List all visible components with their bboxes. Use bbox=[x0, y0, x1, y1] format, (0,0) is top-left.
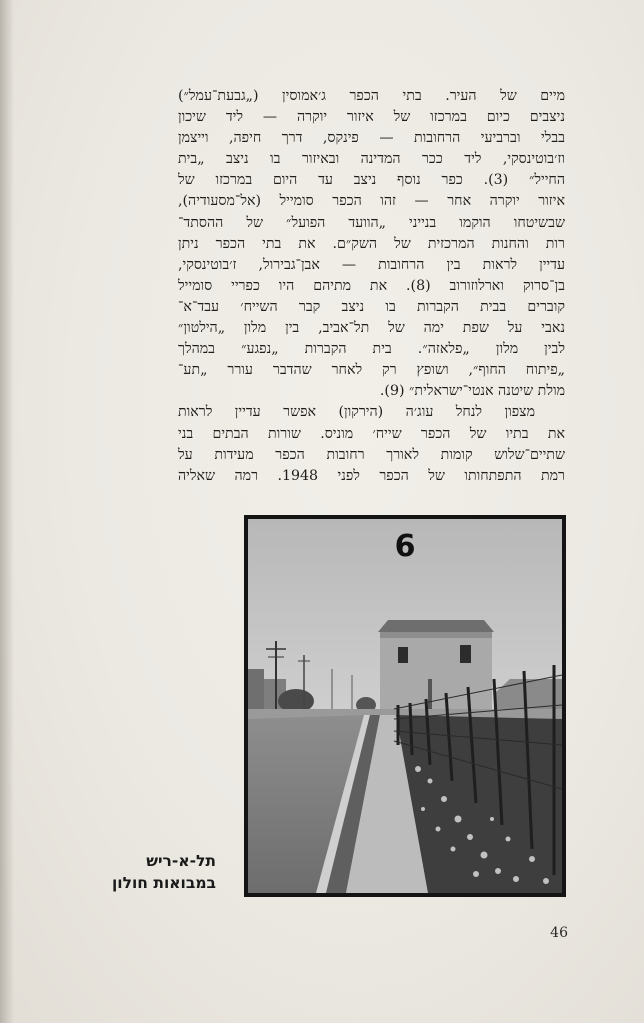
text-line: קוברים בבית הקברות בו ניצב קבר השייח׳ עבד־א־ bbox=[178, 298, 565, 315]
text-line: מצפון לנחל עוג׳ה (הירקון) אפשר עדיין לראות bbox=[178, 404, 535, 421]
caption-line-place: תל-א-ריש bbox=[146, 852, 216, 870]
text-line: עדיין לראות בין הרחובות — אבן־גבירול, ז׳בוטינסקי, bbox=[178, 256, 565, 273]
photo-illustration bbox=[248, 519, 562, 893]
text-line: רמת התפתחותו של הכפר לפני 1948. רמה שאליה bbox=[178, 467, 565, 484]
photo-frame bbox=[244, 515, 566, 897]
text-line: רות והחנות המרכזית של השק״ם. את בתי הכפר ניתן bbox=[178, 235, 565, 252]
text-line: בבלי וברביעי הרחובות — פינקס, דרך חיפה, וייצמן bbox=[178, 130, 565, 147]
text-line: שתיים־שלוש קומות לאורך רחובות הכפר מעידות על bbox=[178, 446, 565, 463]
page-gutter-shadow bbox=[0, 0, 14, 1023]
text-line: לבין מלון „פלאזה״. בית הקברות „נפגע״ במהלך bbox=[178, 341, 565, 358]
text-line: ניצבים כיום במרכזו של איזור יוקרה — ליד שיכון bbox=[178, 109, 565, 126]
text-line: שבשיטחו הוקמו בנייני „הוועד הפועל״ של ההסתד־ bbox=[178, 214, 565, 231]
text-line: וז׳בוטינסקי, ליד ככר המדינה ובאיזור בו ניצב „בית bbox=[178, 151, 565, 168]
text-line: מיים של העיר. בתי הכפר ג׳אמוסין („גבעת־עמל״) bbox=[178, 88, 565, 104]
body-text bbox=[178, 86, 565, 487]
text-line: „פיתוח החוף״, ושופץ רק לאחר שהדבר עורר „תע־ bbox=[178, 362, 565, 379]
text-line: מולת שיטנה אנטי־ישראלית״ (9). bbox=[379, 383, 565, 400]
caption-line-location: במבואות חולון bbox=[111, 874, 216, 892]
text-line: את בתיו של הכפר שייח׳ מוניס. שורות הבתים בני bbox=[178, 425, 565, 442]
village-house-road-photo bbox=[248, 519, 562, 893]
photo-number: 6 bbox=[394, 529, 416, 564]
page-number: 46 bbox=[550, 925, 568, 941]
text-line: החייל״ (3). כפר נוסף ניצב עד היום במרכזו של bbox=[178, 172, 565, 189]
photo-caption bbox=[64, 850, 216, 894]
text-line: נאבי על שפת ימה של תל־אביב, בין מלון „הילטון״ bbox=[178, 320, 565, 337]
text-line: איזור יוקרה אחר — זהו הכפר סומייל (אל־מסעודיה), bbox=[178, 193, 565, 210]
text-line: בן־סרוק וארלוזורוב (8). את מתיהם היו כפריי סומייל bbox=[178, 277, 565, 294]
